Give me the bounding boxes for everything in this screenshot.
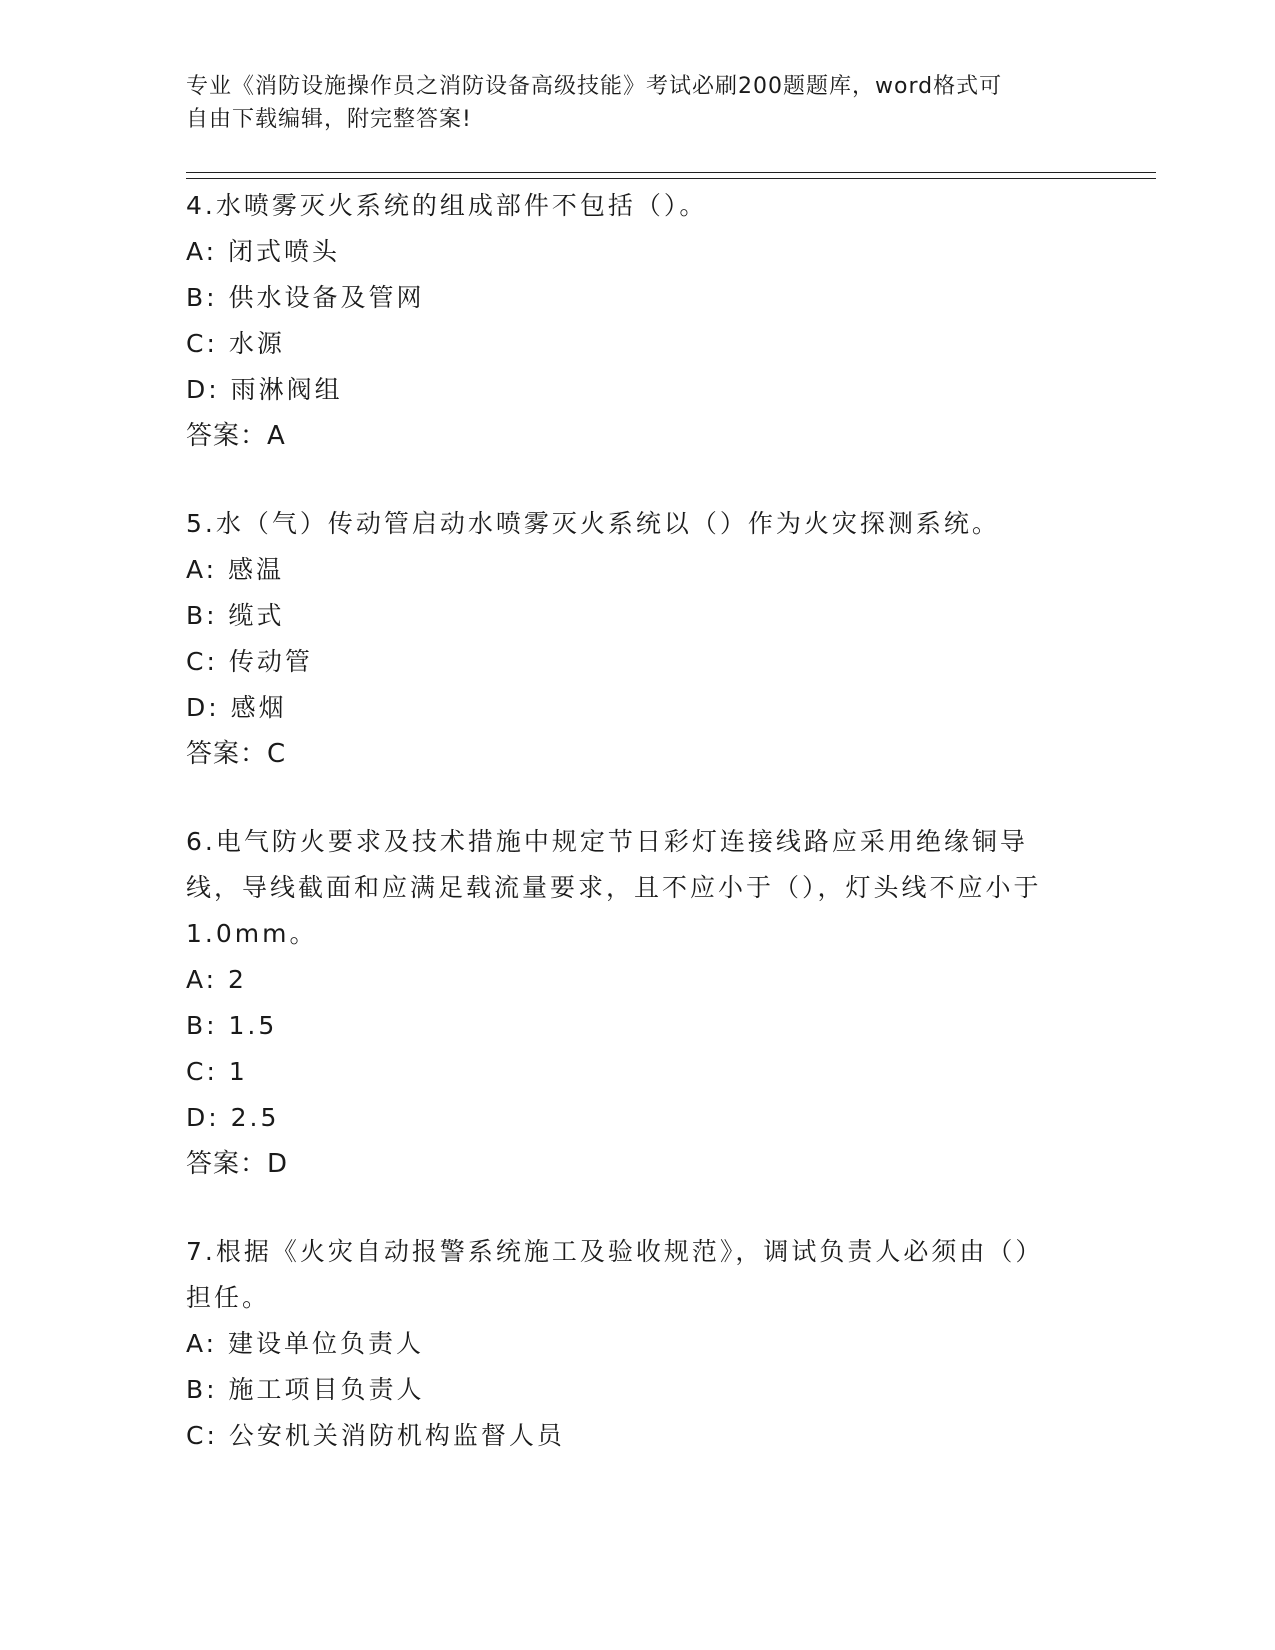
header-divider: [186, 172, 1156, 179]
option-a: A: 2: [186, 965, 247, 994]
question-stem: 4.水喷雾灭火系统的组成部件不包括（）。: [186, 191, 708, 220]
option-d: D: 雨淋阀组: [186, 375, 343, 404]
option-a: A: 建设单位负责人: [186, 1329, 425, 1358]
option-b: B: 施工项目负责人: [186, 1375, 425, 1404]
option-d: D: 2.5: [186, 1103, 280, 1132]
question-7: [186, 1229, 1156, 1459]
question-stem: 7.根据《火灾自动报警系统施工及验收规范》，调试负责人必须由（）担任。: [186, 1237, 1044, 1312]
answer-line: 答案：D: [186, 1149, 289, 1179]
question-4: [186, 183, 1156, 459]
question-5: [186, 501, 1156, 777]
option-c: C: 公安机关消防机构监督人员: [186, 1421, 565, 1450]
header-line-2: 自由下载编辑，附完整答案!: [186, 107, 472, 132]
document-header: [186, 70, 1066, 136]
question-stem: 6.电气防火要求及技术措施中规定节日彩灯连接线路应采用绝缘铜导线，导线截面和应满足载流量要求，且不应小于（），灯头线不应小于1.0mm。: [186, 827, 1042, 948]
option-c: C: 传动管: [186, 647, 313, 676]
option-d: D: 感烟: [186, 693, 287, 722]
option-a: A: 感温: [186, 555, 285, 584]
option-b: B: 1.5: [186, 1011, 278, 1040]
header-line-1: 专业《消防设施操作员之消防设备高级技能》考试必刷200题题库，word格式可: [186, 74, 1003, 99]
option-c: C: 1: [186, 1057, 248, 1086]
answer-line: 答案：A: [186, 421, 286, 451]
question-6: [186, 819, 1156, 1187]
option-a: A: 闭式喷头: [186, 237, 341, 266]
option-b: B: 供水设备及管网: [186, 283, 425, 312]
question-stem: 5.水（气）传动管启动水喷雾灭火系统以（）作为火灾探测系统。: [186, 509, 1000, 538]
answer-line: 答案：C: [186, 739, 287, 769]
document-page: [186, 70, 1156, 1501]
option-b: B: 缆式: [186, 601, 285, 630]
question-list: [186, 183, 1156, 1459]
option-c: C: 水源: [186, 329, 285, 358]
